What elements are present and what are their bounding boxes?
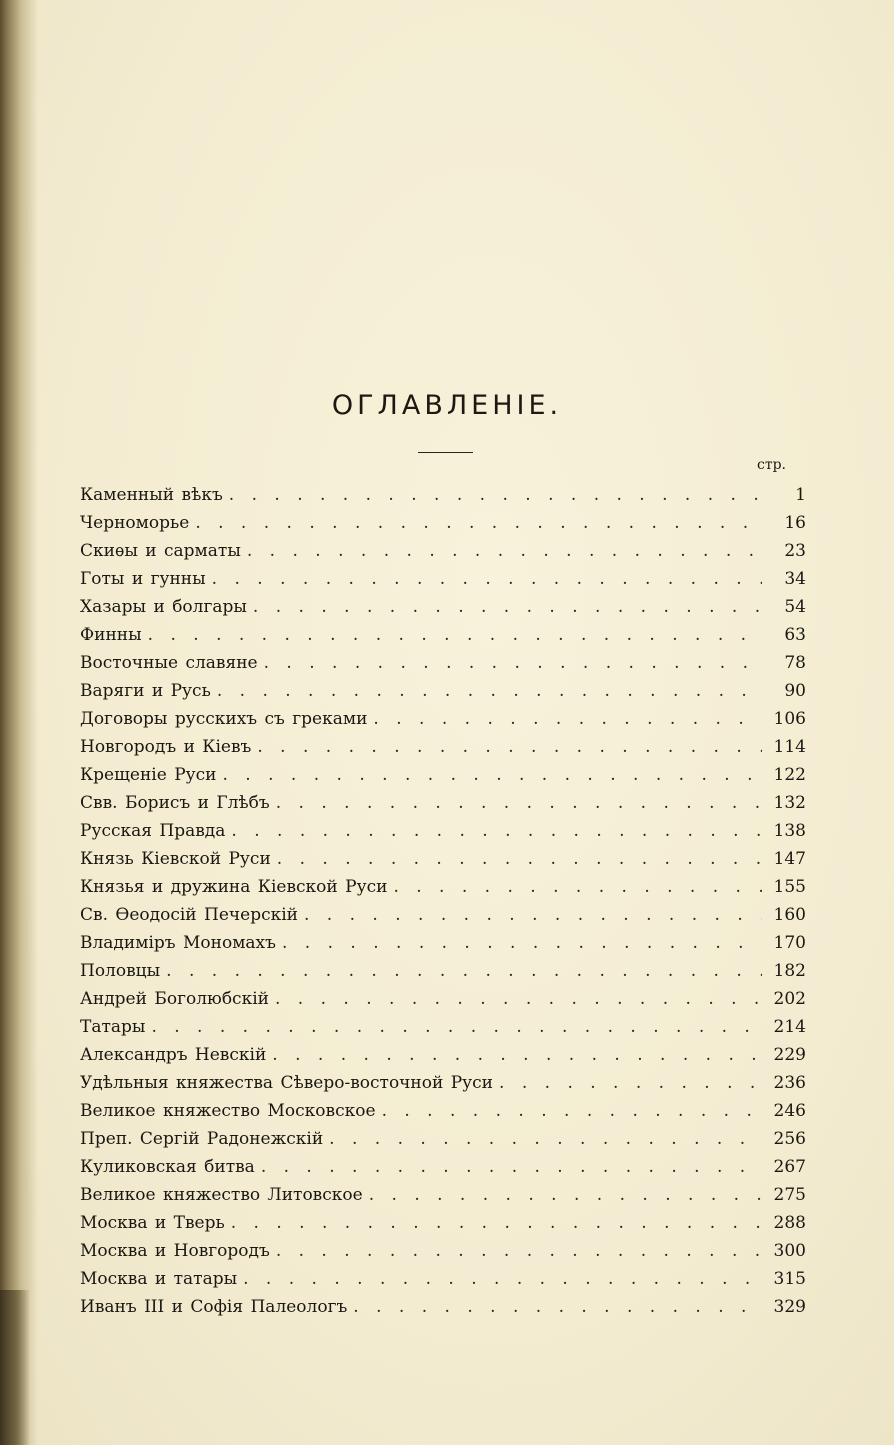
toc-entry (80, 985, 806, 1013)
toc-entry-page: 214 (773, 1017, 806, 1037)
toc-entry-page: 90 (784, 681, 806, 701)
toc-entry (80, 1265, 806, 1293)
toc-entry-title: Москва и Новгородъ (80, 1241, 270, 1261)
toc-leader-dots (373, 705, 762, 733)
toc-entry-title: Свв. Борисъ и Глѣбъ (80, 793, 270, 813)
toc-leader-dots (229, 481, 762, 509)
toc-entry (80, 957, 806, 985)
toc-leader-dots (329, 1125, 762, 1153)
toc-entry-title: Черноморье (80, 513, 190, 533)
toc-entry-page: 16 (784, 513, 806, 533)
toc-leader-dots (264, 649, 762, 677)
toc-leader-dots (275, 985, 762, 1013)
toc-entry (80, 1237, 806, 1265)
toc-entry-title: Хазары и болгары (80, 597, 247, 617)
toc-entry-title: Восточные славяне (80, 653, 258, 673)
toc-entry (80, 1097, 806, 1125)
toc-leader-dots (243, 1265, 762, 1293)
toc-entry-page: 54 (784, 597, 806, 617)
toc-entry-page: 300 (773, 1241, 806, 1261)
toc-entry-title: Великое княжество Московское (80, 1101, 376, 1121)
book-spine-shadow (0, 0, 38, 1445)
book-spine-edge (0, 1290, 30, 1445)
toc-leader-dots (166, 957, 762, 985)
toc-entry (80, 1293, 806, 1321)
toc-entry-page: 114 (773, 737, 806, 757)
toc-entry (80, 1041, 806, 1069)
toc-entry-page: 329 (773, 1297, 806, 1317)
toc-entry-title: Преп. Сергій Радонежскій (80, 1129, 324, 1149)
toc-entry-title: Куликовская битва (80, 1157, 255, 1177)
toc-leader-dots (272, 1041, 762, 1069)
toc-entry (80, 621, 806, 649)
toc-entry-title: Андрей Боголюбскій (80, 989, 269, 1009)
toc-leader-dots (212, 565, 762, 593)
toc-leader-dots (253, 593, 762, 621)
toc-entry-title: Великое княжество Литовское (80, 1185, 363, 1205)
page-column-label: стр. (757, 457, 786, 473)
toc-entry-title: Русская Правда (80, 821, 226, 841)
toc-entry (80, 565, 806, 593)
toc-entry (80, 761, 806, 789)
toc-leader-dots (247, 537, 762, 565)
toc-leader-dots (276, 1237, 762, 1265)
toc-entry-page: 182 (773, 961, 806, 981)
toc-leader-dots (282, 929, 762, 957)
toc-entry-title: Половцы (80, 961, 161, 981)
toc-leader-dots (277, 845, 762, 873)
toc-entry (80, 677, 806, 705)
toc-leader-dots (382, 1097, 762, 1125)
toc-entry (80, 929, 806, 957)
toc-entry-page: 236 (773, 1073, 806, 1093)
toc-entry (80, 593, 806, 621)
toc-entry (80, 1125, 806, 1153)
toc-entry (80, 901, 806, 929)
toc-entry (80, 481, 806, 509)
toc-entry-page: 170 (773, 933, 806, 953)
toc-leader-dots (231, 1209, 762, 1237)
toc-leader-dots (304, 901, 762, 929)
toc-entry-page: 122 (773, 765, 806, 785)
toc-entry-title: Договоры русскихъ съ греками (80, 709, 368, 729)
toc-entry (80, 1209, 806, 1237)
toc-entry-title: Удѣльныя княжества Сѣверо-восточной Руси (80, 1073, 494, 1093)
toc-entry-page: 34 (784, 569, 806, 589)
toc-entry (80, 509, 806, 537)
toc-entry-title: Каменный вѣкъ (80, 485, 223, 505)
toc-entry-page: 256 (773, 1129, 806, 1149)
toc-entry-page: 246 (773, 1101, 806, 1121)
toc-leader-dots (499, 1069, 762, 1097)
toc-entry-title: Москва и Тверь (80, 1213, 225, 1233)
toc-entry (80, 649, 806, 677)
toc-leader-dots (276, 789, 762, 817)
toc-leader-dots (148, 621, 762, 649)
title-divider (418, 452, 473, 453)
toc-entry-title: Готы и гунны (80, 569, 206, 589)
toc-entry-page: 1 (795, 485, 806, 505)
toc-entry (80, 873, 806, 901)
toc-entry-page: 202 (773, 989, 806, 1009)
toc-entry (80, 1181, 806, 1209)
toc-entry-title: Крещеніе Руси (80, 765, 217, 785)
toc-entry-title: Александръ Невскій (80, 1045, 267, 1065)
toc-entry (80, 845, 806, 873)
toc-leader-dots (151, 1013, 762, 1041)
toc-entry-page: 147 (773, 849, 806, 869)
toc-entry-page: 23 (784, 541, 806, 561)
toc-entry (80, 1069, 806, 1097)
toc-entry-title: Москва и татары (80, 1269, 238, 1289)
toc-entry-page: 78 (784, 653, 806, 673)
toc-entry-title: Варяги и Русь (80, 681, 211, 701)
toc-entry-page: 155 (773, 877, 806, 897)
toc-entry-page: 132 (773, 793, 806, 813)
toc-entry-page: 267 (773, 1157, 806, 1177)
toc-leader-dots (231, 817, 762, 845)
toc-entry-title: Татары (80, 1017, 146, 1037)
toc-entry-page: 315 (773, 1269, 806, 1289)
toc-entry-page: 160 (773, 905, 806, 925)
toc-entry-title: Новгородъ и Кіевъ (80, 737, 252, 757)
toc-entry (80, 537, 806, 565)
table-of-contents (80, 481, 806, 1321)
toc-entry (80, 817, 806, 845)
toc-leader-dots (223, 761, 763, 789)
toc-entry (80, 1153, 806, 1181)
toc-leader-dots (393, 873, 762, 901)
toc-leader-dots (195, 509, 762, 537)
toc-entry-page: 288 (773, 1213, 806, 1233)
toc-entry-title: Финны (80, 625, 142, 645)
toc-entry-title: Владиміръ Мономахъ (80, 933, 276, 953)
toc-entry-title: Св. Ѳеодосій Печерскій (80, 905, 298, 925)
toc-entry-page: 138 (773, 821, 806, 841)
toc-entry (80, 705, 806, 733)
toc-entry (80, 733, 806, 761)
page-title: ОГЛАВЛЕНІЕ. (331, 390, 563, 421)
toc-entry-title: Скиѳы и сарматы (80, 541, 241, 561)
toc-entry-title: Иванъ III и Софія Палеологъ (80, 1297, 348, 1317)
toc-entry-page: 106 (773, 709, 806, 729)
toc-entry-title: Князь Кіевской Руси (80, 849, 271, 869)
toc-entry (80, 1013, 806, 1041)
toc-entry-page: 229 (773, 1045, 806, 1065)
toc-entry-title: Князья и дружина Кіевской Руси (80, 877, 388, 897)
toc-leader-dots (217, 677, 762, 705)
toc-entry (80, 789, 806, 817)
toc-leader-dots (261, 1153, 762, 1181)
toc-leader-dots (257, 733, 762, 761)
toc-entry-page: 275 (773, 1185, 806, 1205)
toc-leader-dots (353, 1293, 762, 1321)
toc-entry-page: 63 (784, 625, 806, 645)
toc-leader-dots (369, 1181, 762, 1209)
